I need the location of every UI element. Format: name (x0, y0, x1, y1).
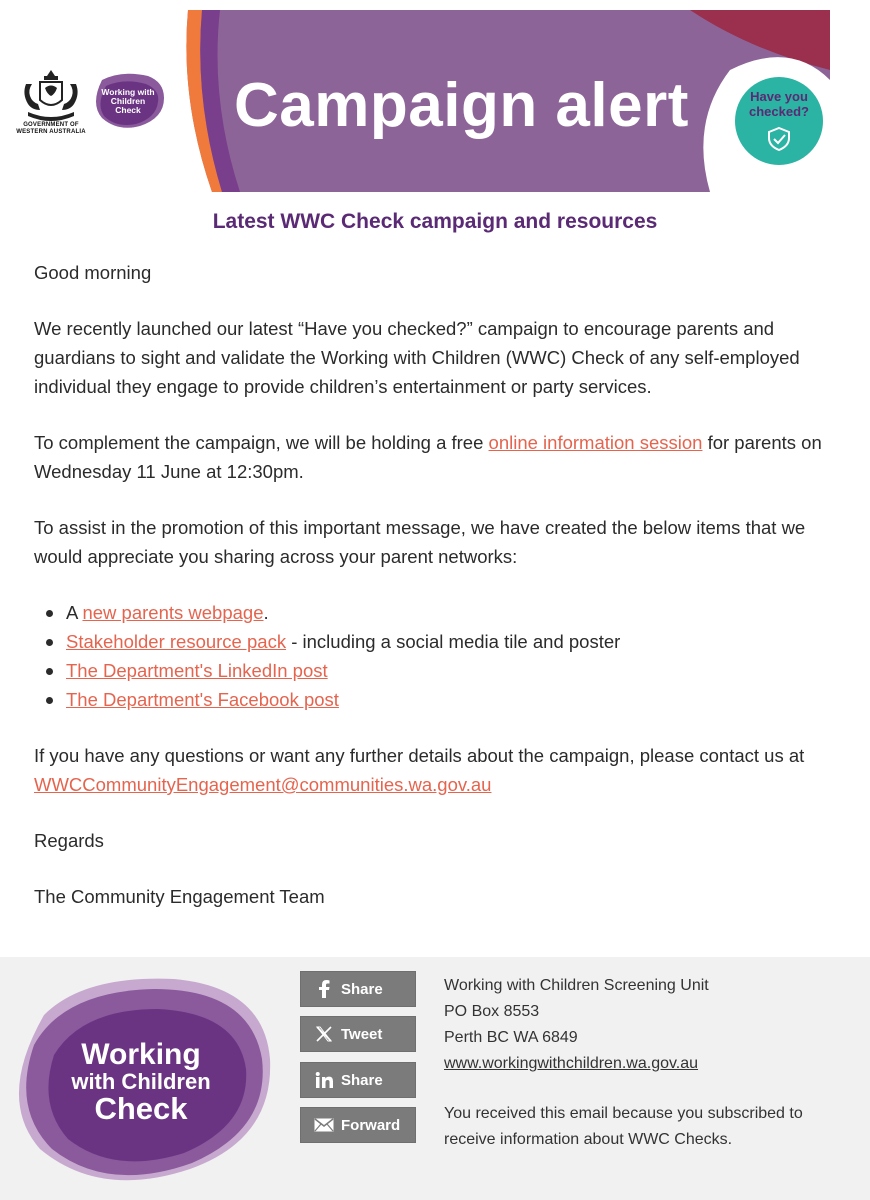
tweet-button[interactable]: Tweet (300, 1016, 416, 1052)
online-information-session-link[interactable]: online information session (488, 432, 703, 453)
website-link[interactable]: www.workingwithchildren.wa.gov.au (444, 1055, 699, 1072)
list-item (34, 685, 824, 714)
list-item (34, 656, 824, 685)
linkedin-icon (313, 1072, 335, 1088)
list-item: A new parents webpage. (34, 598, 824, 627)
email-header (0, 0, 870, 200)
facebook-icon (313, 980, 335, 998)
government-logo-text: GOVERNMENT OF WESTERN AUSTRALIA (16, 122, 86, 135)
contact-email-link[interactable]: WWCCommunityEngagement@communities.wa.gov.au (34, 774, 492, 795)
footer-logo-text: Working with Children Check (71, 1038, 211, 1126)
x-icon (313, 1026, 335, 1042)
forward-button[interactable]: Forward (300, 1107, 416, 1143)
signoff: The Community Engagement Team (34, 886, 325, 907)
footer-address (444, 973, 844, 1077)
city: Perth BC WA 6849 (444, 1029, 578, 1046)
subscription-note: You received this email because you subscribed to receive information about WWC Checks. (444, 1105, 803, 1148)
regards: Regards (34, 830, 104, 851)
linkedin-share-button[interactable]: Share (300, 1062, 416, 1098)
resource-list (34, 598, 824, 714)
badge-text: Have you checked? (749, 89, 809, 119)
new-parents-webpage-link[interactable]: new parents webpage (82, 602, 264, 623)
contact-paragraph: If you have any questions or want any further details about the campaign, please contact us at WWCCommunityEngagement@communities.wa.gov.au (34, 745, 805, 795)
po-box: PO Box 8553 (444, 1003, 540, 1020)
email-body (34, 258, 824, 938)
session-paragraph: To complement the campaign, we will be holding a free online information session for parents on Wednesday 11 June at 12:30pm. (34, 432, 822, 482)
greeting: Good morning (34, 262, 152, 283)
stakeholder-resource-pack-link[interactable]: Stakeholder resource pack (66, 631, 287, 652)
wwc-small-logo-text: Working with Children Check (101, 87, 155, 115)
page-title: Latest WWC Check campaign and resources (212, 210, 658, 233)
facebook-share-button[interactable]: Share (300, 971, 416, 1007)
promotion-paragraph: To assist in the promotion of this important message, we have created the below items that we would appreciate you sharing across your parent networks: (34, 517, 806, 567)
list-item: Stakeholder resource pack - including a social media tile and poster (34, 627, 824, 656)
facebook-post-link[interactable]: The Department's Facebook post (66, 689, 339, 710)
envelope-icon (313, 1118, 335, 1132)
org-name: Working with Children Screening Unit (444, 977, 709, 994)
linkedin-post-link[interactable]: The Department's LinkedIn post (66, 660, 328, 681)
intro-paragraph: We recently launched our latest “Have you checked?” campaign to encourage parents and guardians to sight and validate the Working with Children (WWC) Check of any self-employed individual they engage to provide children’s entertainment or party services. (34, 318, 800, 397)
banner-title: Campaign alert (234, 71, 689, 140)
